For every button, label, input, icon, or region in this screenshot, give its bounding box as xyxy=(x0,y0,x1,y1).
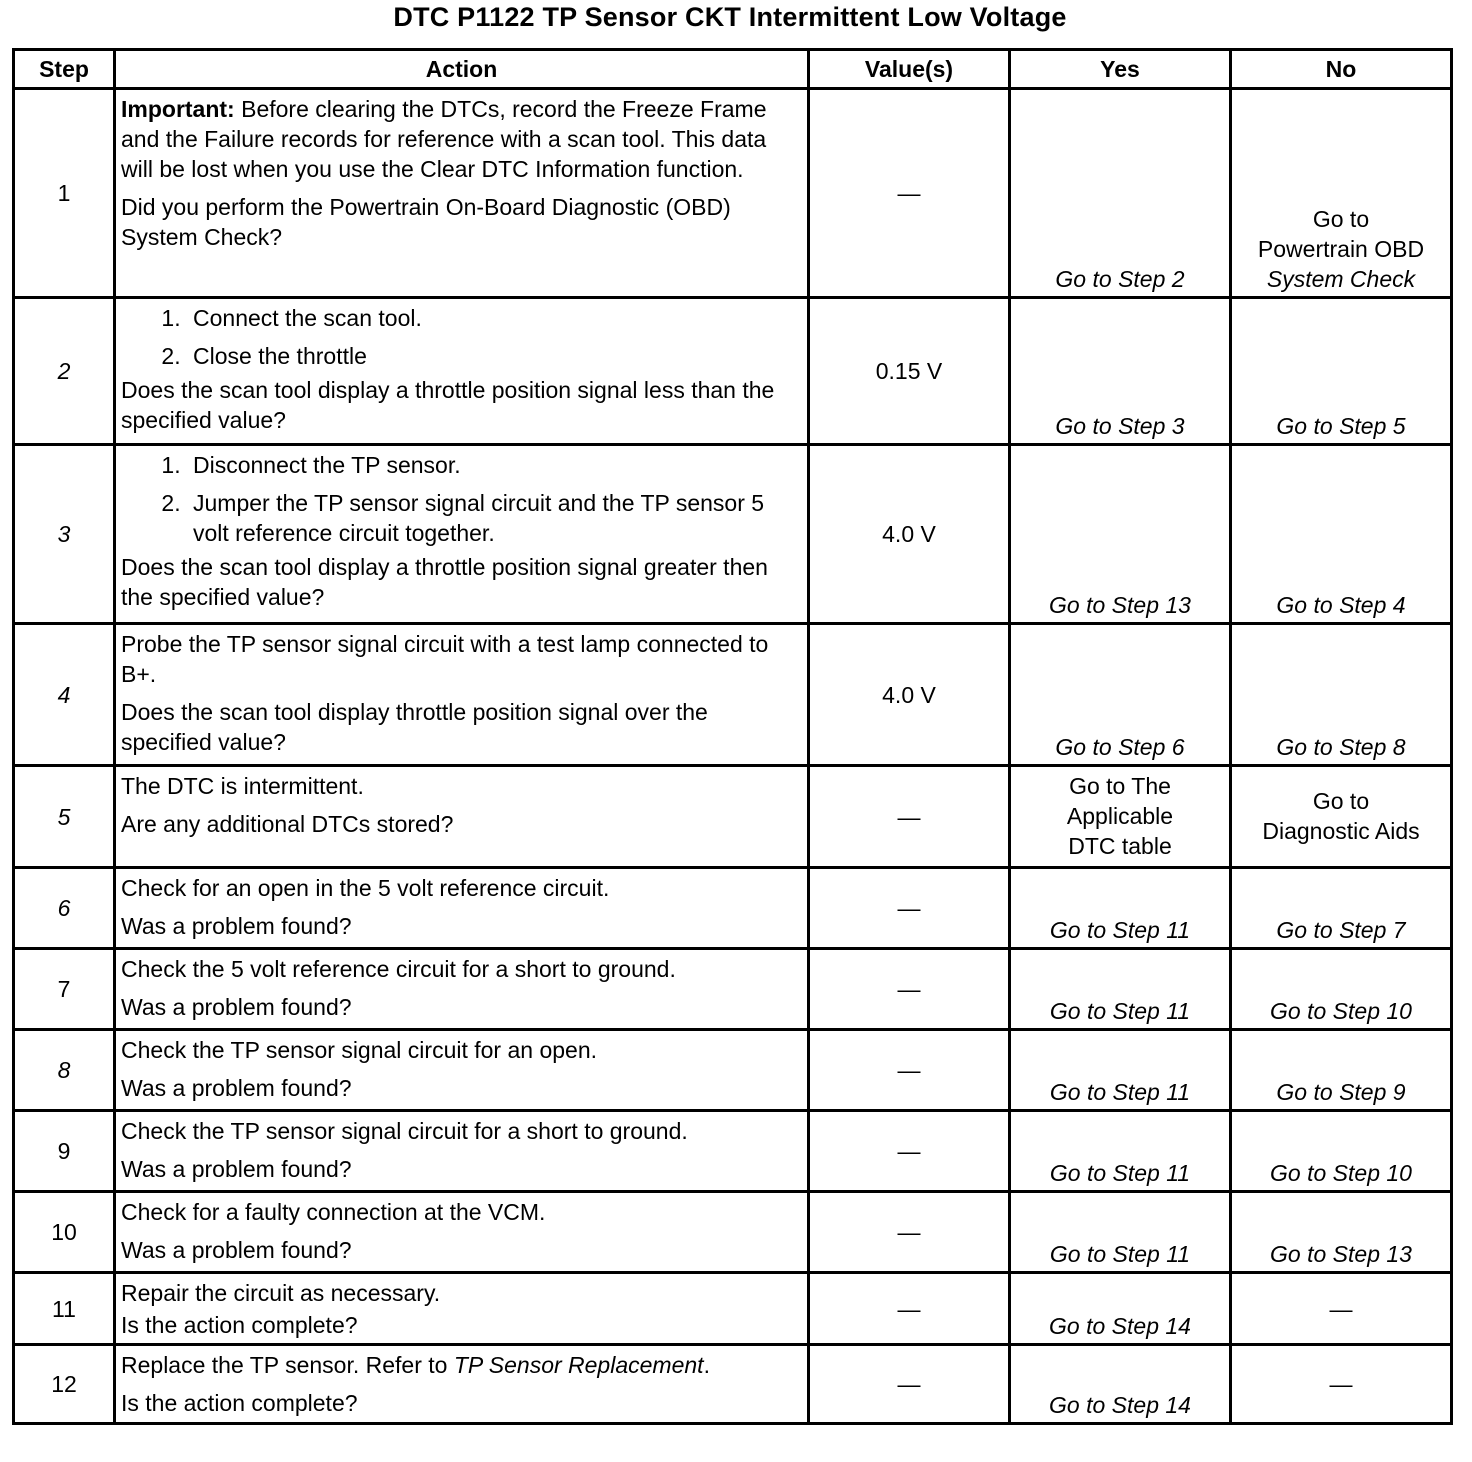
yes-cell: Go to Step 14 xyxy=(1010,1273,1231,1345)
action-text: Check the TP sensor signal circuit for a short to ground. xyxy=(121,1118,688,1144)
value-cell: — xyxy=(809,1345,1010,1424)
action-question: Did you perform the Powertrain On-Board Diagnostic (OBD) System Check? xyxy=(121,194,731,250)
action-question: Was a problem found? xyxy=(121,913,352,939)
action-text-part: . xyxy=(703,1352,710,1378)
yes-cell: Go to Step 11 xyxy=(1010,1192,1231,1273)
step-number: 8 xyxy=(14,1030,115,1111)
no-cell: Go to Step 13 xyxy=(1231,1192,1452,1273)
value-cell: — xyxy=(809,868,1010,949)
action-cell xyxy=(115,298,809,445)
action-list-item: 2. Close the throttle xyxy=(187,341,803,371)
yes-cell: Go to Step 11 xyxy=(1010,1111,1231,1192)
action-cell xyxy=(115,624,809,766)
action-text: Check the TP sensor signal circuit for an open. xyxy=(121,1037,598,1063)
value-cell: 0.15 V xyxy=(809,298,1010,445)
table-row xyxy=(14,1111,1452,1192)
header-yes: Yes xyxy=(1010,50,1231,89)
action-cell xyxy=(115,1192,809,1273)
step-number: 7 xyxy=(14,949,115,1030)
value-cell: 4.0 V xyxy=(809,445,1010,624)
action-list-item: 1. Disconnect the TP sensor. xyxy=(187,450,803,480)
table-row xyxy=(14,766,1452,868)
table-row xyxy=(14,624,1452,766)
step-number: 10 xyxy=(14,1192,115,1273)
action-question: Does the scan tool display a throttle position signal less than the specified value? xyxy=(121,377,775,433)
value-cell: — xyxy=(809,949,1010,1030)
yes-cell: Go to Step 2 xyxy=(1010,89,1231,298)
yes-line: Applicable xyxy=(1066,802,1174,829)
action-list-item: 1. Connect the scan tool. xyxy=(187,303,803,333)
table-header-row xyxy=(14,50,1452,89)
no-cell: Go to Step 7 xyxy=(1231,868,1452,949)
no-cell: Go to Step 8 xyxy=(1231,624,1452,766)
action-question: Was a problem found? xyxy=(121,1075,352,1101)
table-row xyxy=(14,1345,1452,1424)
no-line: Go to xyxy=(1312,206,1370,232)
important-text: Before clearing the DTCs, record the Freeze Frame and the Failure records for reference with a scan tool. This data will be lost when you use the Clear DTC Information function. xyxy=(121,96,767,182)
value-cell: — xyxy=(809,1030,1010,1111)
action-question: Was a problem found? xyxy=(121,1237,352,1263)
action-cell xyxy=(115,89,809,298)
value-cell: — xyxy=(809,766,1010,868)
action-question: Is the action complete? xyxy=(121,1312,358,1338)
important-label: Important: xyxy=(121,96,235,122)
yes-cell: Go to Step 14 xyxy=(1010,1345,1231,1424)
yes-cell: Go to Step 13 xyxy=(1010,445,1231,624)
header-action: Action xyxy=(115,50,809,89)
table-row xyxy=(14,1030,1452,1111)
step-number: 2 xyxy=(14,298,115,445)
no-cell: — xyxy=(1231,1273,1452,1345)
yes-cell: Go to Step 6 xyxy=(1010,624,1231,766)
action-cell xyxy=(115,445,809,624)
yes-cell: Go to Step 11 xyxy=(1010,1030,1231,1111)
value-cell: 4.0 V xyxy=(809,624,1010,766)
action-list-item: 2. Jumper the TP sensor signal circuit and the TP sensor 5 volt reference circuit together. xyxy=(187,488,803,548)
yes-line: Go to The xyxy=(1069,772,1171,799)
action-question: Does the scan tool display throttle position signal over the specified value? xyxy=(121,699,708,755)
no-cell: Go to Step 5 xyxy=(1231,298,1452,445)
action-question: Does the scan tool display a throttle position signal greater then the specified value? xyxy=(121,554,768,610)
value-cell: — xyxy=(809,1111,1010,1192)
action-text: Repair the circuit as necessary. xyxy=(121,1280,441,1306)
action-text xyxy=(121,1350,803,1380)
action-cell xyxy=(115,1273,809,1345)
action-question: Was a problem found? xyxy=(121,994,352,1020)
step-number: 9 xyxy=(14,1111,115,1192)
step-number: 1 xyxy=(14,89,115,298)
value-cell: — xyxy=(809,89,1010,298)
no-cell xyxy=(1231,89,1452,298)
table-row xyxy=(14,1273,1452,1345)
no-cell: Go to Step 10 xyxy=(1231,1111,1452,1192)
no-line: Diagnostic Aids xyxy=(1262,817,1420,844)
header-step: Step xyxy=(14,50,115,89)
action-cell xyxy=(115,1030,809,1111)
action-cell xyxy=(115,868,809,949)
yes-cell xyxy=(1010,766,1231,868)
no-cell: Go to Step 9 xyxy=(1231,1030,1452,1111)
table-row xyxy=(14,1192,1452,1273)
header-values: Value(s) xyxy=(809,50,1010,89)
action-text: Check for a faulty connection at the VCM. xyxy=(121,1199,546,1225)
action-cell xyxy=(115,949,809,1030)
value-cell: — xyxy=(809,1192,1010,1273)
action-text: Probe the TP sensor signal circuit with a test lamp connected to B+. xyxy=(121,631,769,687)
reference-link-text: TP Sensor Replacement xyxy=(453,1352,704,1378)
table-row xyxy=(14,298,1452,445)
step-number: 4 xyxy=(14,624,115,766)
page-title: DTC P1122 TP Sensor CKT Intermittent Low Voltage xyxy=(393,2,1067,32)
step-number: 11 xyxy=(14,1273,115,1345)
table-row xyxy=(14,949,1452,1030)
header-no: No xyxy=(1231,50,1452,89)
action-text: Check the 5 volt reference circuit for a short to ground. xyxy=(121,956,676,982)
value-cell: — xyxy=(809,1273,1010,1345)
action-cell xyxy=(115,1111,809,1192)
no-line: Powertrain OBD xyxy=(1257,236,1425,262)
step-number: 5 xyxy=(14,766,115,868)
step-number: 6 xyxy=(14,868,115,949)
no-line: System Check xyxy=(1266,266,1416,292)
yes-line: DTC table xyxy=(1068,832,1172,859)
step-number: 12 xyxy=(14,1345,115,1424)
action-text: Check for an open in the 5 volt reference circuit. xyxy=(121,875,610,901)
table-row xyxy=(14,868,1452,949)
diagnostic-table xyxy=(12,48,1453,1425)
action-question: Is the action complete? xyxy=(121,1390,358,1416)
action-question: Was a problem found? xyxy=(121,1156,352,1182)
no-cell xyxy=(1231,766,1452,868)
no-cell: — xyxy=(1231,1345,1452,1424)
no-cell: Go to Step 10 xyxy=(1231,949,1452,1030)
table-row xyxy=(14,89,1452,298)
yes-cell: Go to Step 11 xyxy=(1010,949,1231,1030)
action-text-part: Replace the TP sensor. Refer to xyxy=(121,1352,454,1378)
action-cell xyxy=(115,1345,809,1424)
yes-cell: Go to Step 11 xyxy=(1010,868,1231,949)
action-question: Are any additional DTCs stored? xyxy=(121,811,454,837)
no-cell: Go to Step 4 xyxy=(1231,445,1452,624)
table-row xyxy=(14,445,1452,624)
action-text: The DTC is intermittent. xyxy=(121,773,364,799)
step-number: 3 xyxy=(14,445,115,624)
no-line: Go to xyxy=(1312,787,1370,814)
yes-cell: Go to Step 3 xyxy=(1010,298,1231,445)
action-cell xyxy=(115,766,809,868)
